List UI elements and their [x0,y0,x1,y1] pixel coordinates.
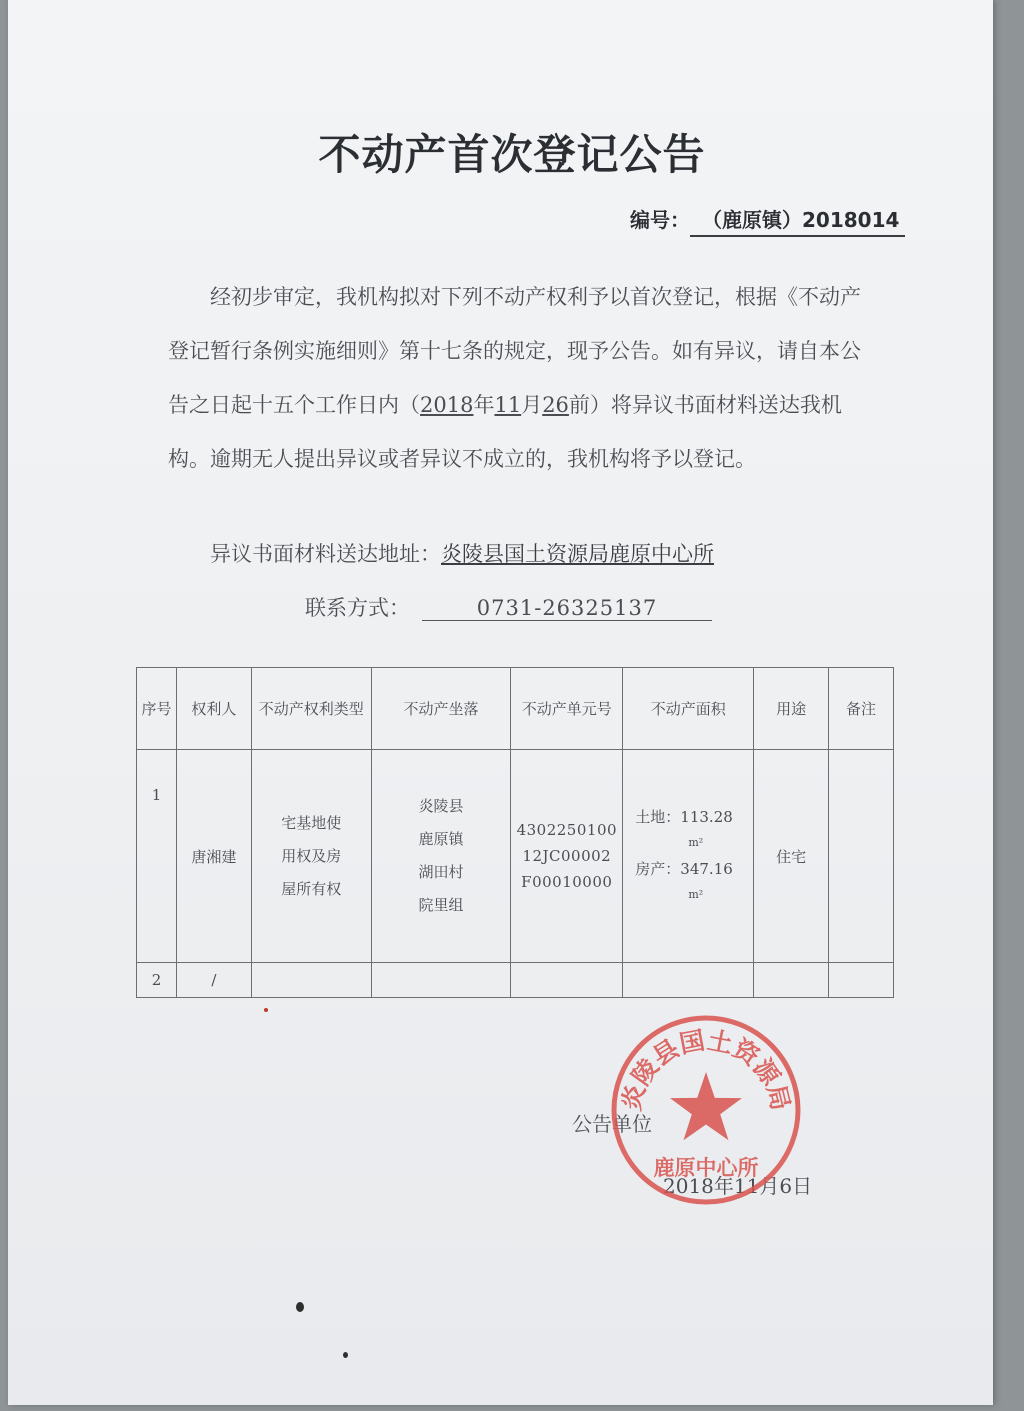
right-type-line: 屋所有权 [281,879,342,898]
row-area [623,963,754,998]
row-owner: 唐湘建 [176,750,251,963]
row-seq: 1 [137,750,177,963]
notice-number-value: （鹿原镇）2018014 [690,204,905,237]
house-area-unit: m² [688,888,704,901]
scan-speck [264,1008,268,1012]
notice-text-before: 经初步审定，我机构拟对下列不动产权利予以首次登记，根据《不动产登记暂行条例实施细则》第十七条的规定，现予公告。如有异议，请自本公告之日起十五个工作日内（ [168,285,861,417]
row-unit-no [511,963,623,998]
notice-text-after: 前）将异议书面材料送达我机构。逾期无人提出异议或者异议不成立的，我机构将予以登记。 [168,393,842,471]
row-unit-no [511,750,623,963]
notice-number-label: 编号： [630,208,690,232]
deadline-month-unit: 月 [521,393,543,417]
seal-bottom-text: 鹿原中心所 [653,1156,759,1180]
col-header-location: 不动产坐落 [371,668,511,750]
row-location [371,963,511,998]
objection-address-value: 炎陵县国土资源局鹿原中心所 [441,542,714,566]
row-remark [829,963,894,998]
deadline-month: 11 [494,393,522,417]
row-right-type [251,750,371,963]
row-location [371,750,511,963]
contact-phone: 0731-26325137 [422,596,712,621]
row-area [623,750,754,963]
col-header-remark: 备注 [829,668,894,750]
deadline-year: 2018 [420,393,474,417]
location-line: 院里组 [418,896,464,914]
scan-speck [343,1352,348,1358]
seal-graphic [614,1018,798,1202]
issue-date: 2018年11月6日 [663,1174,813,1198]
row-right-type [251,963,371,998]
row-usage: 住宅 [754,750,829,963]
property-table [136,667,894,998]
scan-speck [296,1302,304,1312]
col-header-usage: 用途 [754,668,829,750]
row-usage [754,963,829,998]
contact-label: 联系方式： [305,596,410,620]
land-area: 土地：113.28 [635,808,733,826]
unit-no-line: 4302250100 [516,821,618,839]
table-row [137,963,894,998]
right-type-line: 宅基地使 [281,813,342,832]
col-header-seq: 序号 [137,668,177,750]
row-remark [829,750,894,963]
table-header-row [137,668,894,750]
contact-info [305,592,712,622]
seal-star-icon [670,1072,742,1140]
issuer-label: 公告单位 [572,1112,652,1136]
deadline-day: 26 [542,393,569,417]
notice-body [168,270,868,486]
deadline-year-unit: 年 [473,393,495,417]
land-area-unit: m² [688,836,704,849]
row-owner: / [176,963,251,998]
objection-address-label: 异议书面材料送达地址： [210,542,441,566]
col-header-owner: 权利人 [176,668,251,750]
page-title: 不动产首次登记公告 [318,130,706,179]
right-type-line: 用权及房 [281,846,342,865]
row-seq: 2 [137,963,177,998]
seal-ring-text: 炎陵县国土资源局 [616,1025,796,1114]
objection-address [210,538,714,568]
unit-no-line: F00010000 [521,873,613,891]
location-line: 湖田村 [418,863,464,881]
col-header-right-type: 不动产权利类型 [251,668,371,750]
official-seal-stamp [606,1010,806,1210]
location-line: 炎陵县 [418,797,464,815]
col-header-unit-no: 不动产单元号 [511,668,623,750]
notice-number [630,204,905,237]
location-line: 鹿原镇 [418,830,464,848]
house-area: 房产：347.16 [635,860,733,878]
table-row [137,750,894,963]
col-header-area: 不动产面积 [623,668,754,750]
unit-no-line: 12JC00002 [522,847,612,865]
